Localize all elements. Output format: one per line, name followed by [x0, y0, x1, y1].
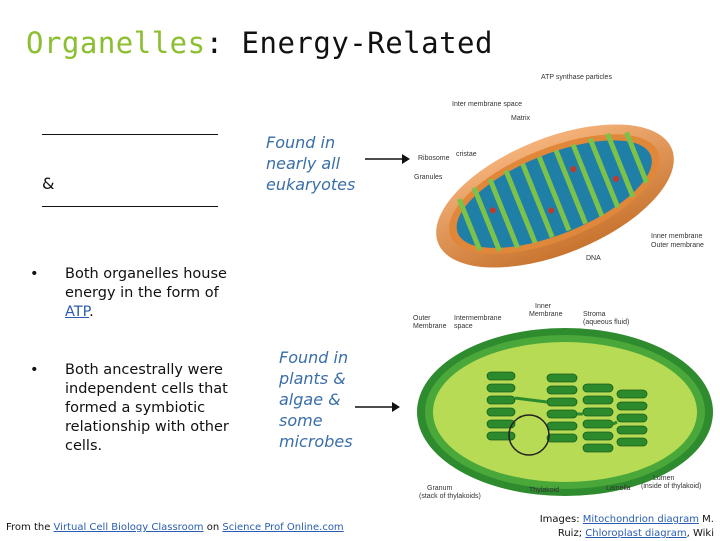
bullet-item-symbiotic: [30, 361, 235, 456]
label-inter-membrane-space: Inter membrane space: [452, 101, 523, 108]
footer-wiki-text: , Wiki: [686, 528, 714, 539]
footer-mito-credit: M.: [699, 514, 714, 525]
found-chloro-line: algae &: [279, 390, 341, 409]
blank-line-1: [42, 134, 218, 135]
footer-ruiz-text: Ruiz;: [557, 528, 586, 539]
found-chloro-text: [279, 347, 353, 452]
bullet-list: [30, 265, 235, 322]
bullet-list-2: [30, 361, 235, 456]
found-mito-text: [266, 132, 355, 195]
chloroplast-diagram: [405, 298, 715, 510]
ampersand: &: [42, 174, 55, 193]
title-organelles: Organelles: [26, 26, 206, 60]
science-prof-online-link[interactable]: Science Prof Online.com: [222, 522, 344, 533]
label-outer: Outer: [413, 315, 431, 322]
virtual-cell-biology-classroom-link[interactable]: Virtual Cell Biology Classroom: [53, 522, 204, 533]
bullet-dot: •: [30, 266, 39, 282]
footer-on-text: on: [203, 522, 223, 533]
bullet-dot: •: [30, 362, 39, 378]
label-intermembrane: Intermembrane: [454, 315, 502, 322]
found-chloro-line: microbes: [279, 432, 353, 451]
footer-from-text: From the: [6, 522, 54, 533]
label-granules: Granules: [414, 174, 443, 181]
label-dna: DNA: [586, 255, 601, 262]
label-inner-membrane: Membrane: [529, 311, 563, 318]
chloroplast-diagram-link[interactable]: Chloroplast diagram: [585, 528, 687, 539]
label-outer-membrane: Outer membrane: [651, 242, 704, 249]
bullet-text: Both ancestrally were independent cells that formed a symbiotic relationship with other cells.: [65, 362, 229, 454]
footer-images-text: Images:: [539, 514, 583, 525]
mitochondrion-diagram-link[interactable]: Mitochondrion diagram: [582, 514, 699, 525]
page-title: [26, 26, 493, 60]
atp-link[interactable]: ATP: [65, 304, 90, 320]
label-stroma: Stroma: [583, 311, 606, 318]
label-lumen-sub: (inside of thylakoid): [641, 483, 702, 490]
found-mito-line: Found in: [266, 133, 336, 152]
label-granum-sub: (stack of thylakoids): [419, 493, 481, 500]
label-cristae: cristae: [456, 151, 477, 158]
label-thylakoid: Thylakoid: [529, 487, 559, 494]
footer-image-credits: [540, 513, 714, 541]
bullet-item-atp: [30, 265, 235, 322]
label-granum: Granum: [427, 485, 453, 492]
arrow-to-chloroplast: [354, 401, 400, 413]
label-ribosome: Ribosome: [418, 155, 450, 162]
mitochondrion-diagram: [405, 68, 717, 268]
blank-line-2: [42, 206, 218, 207]
title-energy: : Energy-Related: [205, 26, 493, 60]
footer-source: [6, 522, 344, 533]
footer-credit-line-2: [540, 527, 714, 541]
label-atp-synthase: ATP synthase particles: [541, 74, 612, 81]
bullet-period: .: [89, 304, 94, 320]
label-lamella: Lamella: [606, 485, 631, 492]
label-space: space: [454, 323, 473, 330]
arrow-to-mitochondrion: [364, 153, 410, 165]
bullet-text: Both organelles house energy in the form of: [65, 266, 227, 301]
found-mito-line: nearly all: [266, 154, 341, 173]
label-inner-membrane: Inner membrane: [651, 233, 703, 240]
found-chloro-line: some: [279, 411, 323, 430]
label-lumen: Lumen: [653, 475, 675, 482]
label-stroma-sub: (aqueous fluid): [583, 319, 630, 326]
found-chloro-line: plants &: [279, 369, 346, 388]
found-mito-line: eukaryotes: [266, 175, 356, 194]
label-outer-membrane: Membrane: [413, 323, 447, 330]
found-chloro-line: Found in: [279, 348, 349, 367]
footer-credit-line-1: [540, 513, 714, 527]
label-inner: Inner: [535, 303, 551, 310]
label-matrix: Matrix: [511, 115, 531, 122]
